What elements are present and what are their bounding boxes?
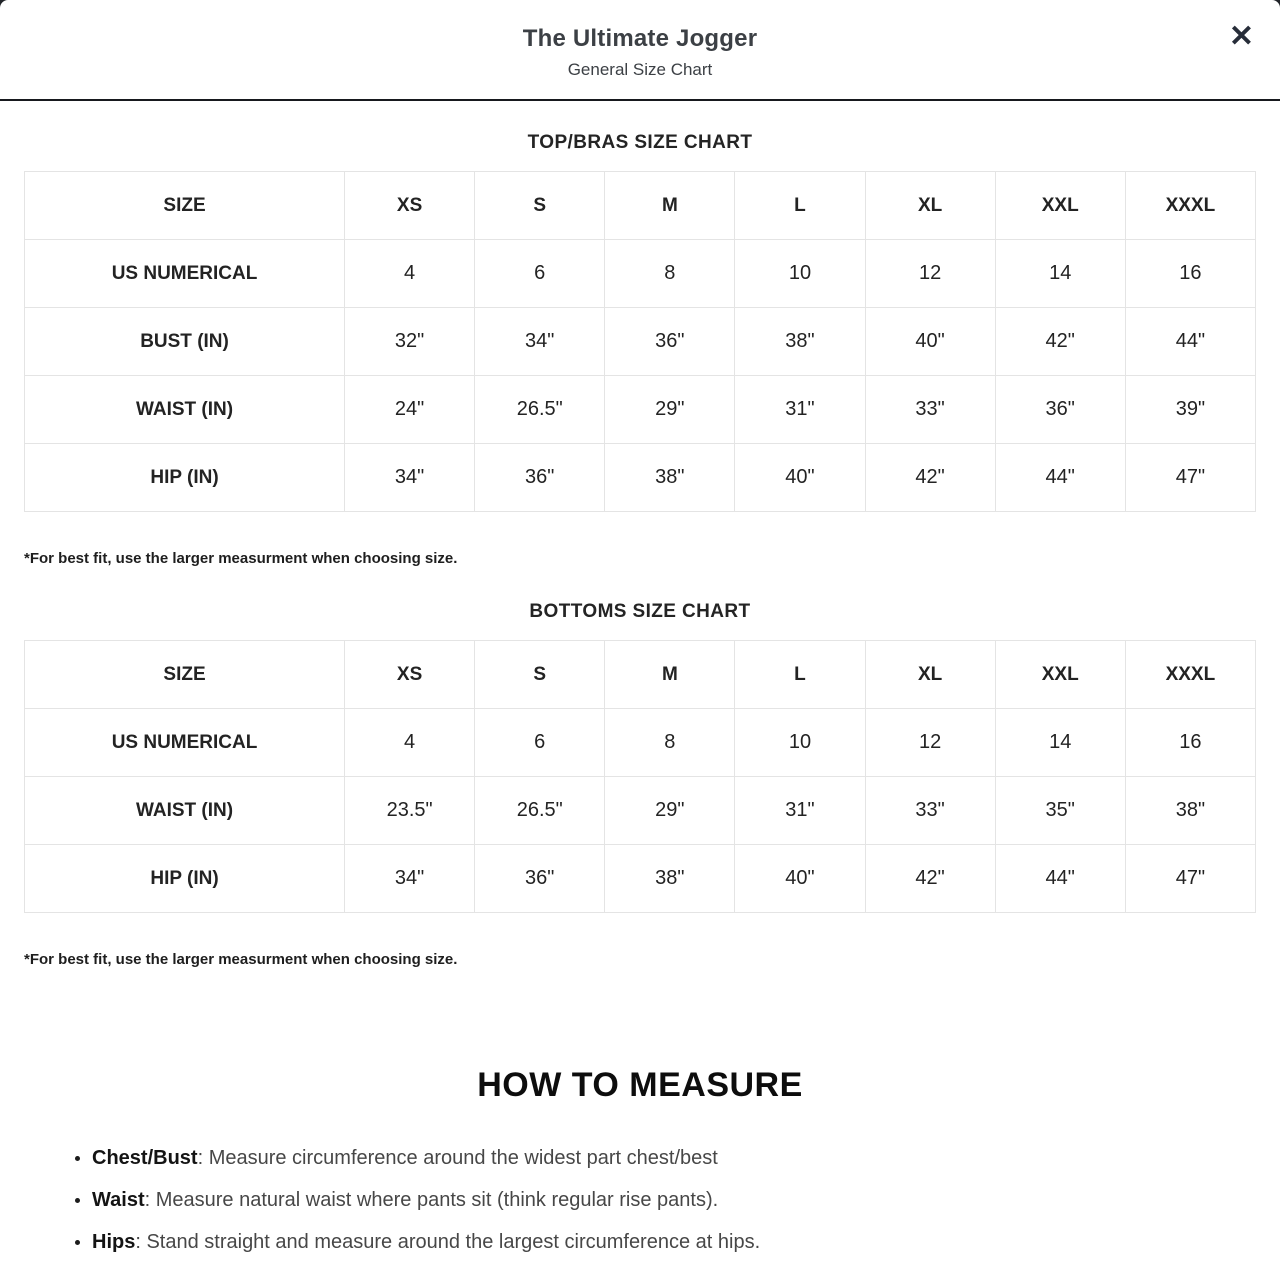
modal-body bbox=[0, 131, 1280, 1255]
size-value-cell: 36" bbox=[995, 376, 1125, 444]
size-value-cell: 47" bbox=[1125, 845, 1255, 913]
fit-footnote-bottom: *For best fit, use the larger measurment when choosing size. bbox=[24, 951, 458, 968]
measure-description: : Stand straight and measure around the largest circumference at hips. bbox=[135, 1231, 761, 1253]
measure-term: Waist bbox=[92, 1189, 145, 1211]
size-value-cell: 42" bbox=[865, 444, 995, 512]
close-icon[interactable]: ✕ bbox=[1225, 18, 1258, 56]
size-value-cell: 12 bbox=[865, 240, 995, 308]
size-value-cell: 8 bbox=[605, 240, 735, 308]
size-value-cell: 10 bbox=[735, 709, 865, 777]
size-column-header: M bbox=[605, 172, 735, 240]
bottoms-section bbox=[0, 600, 1280, 969]
size-column-header: M bbox=[605, 641, 735, 709]
list-item-hips bbox=[92, 1229, 1280, 1255]
size-value-cell: 23.5" bbox=[345, 777, 475, 845]
size-value-cell: 6 bbox=[475, 709, 605, 777]
size-column-header: SIZE bbox=[25, 172, 345, 240]
row-label-cell: US NUMERICAL bbox=[25, 709, 345, 777]
row-label-cell: HIP (IN) bbox=[25, 444, 345, 512]
row-label-cell: US NUMERICAL bbox=[25, 240, 345, 308]
size-value-cell: 36" bbox=[605, 308, 735, 376]
modal-subtitle: General Size Chart bbox=[567, 60, 713, 79]
size-value-cell: 4 bbox=[345, 240, 475, 308]
size-value-cell: 4 bbox=[345, 709, 475, 777]
top-bras-section bbox=[0, 131, 1280, 568]
size-value-cell: 34" bbox=[475, 308, 605, 376]
modal-header bbox=[0, 0, 1280, 101]
how-to-measure-title: HOW TO MEASURE bbox=[477, 1066, 803, 1104]
size-column-header: XL bbox=[865, 172, 995, 240]
size-value-cell: 26.5" bbox=[475, 777, 605, 845]
size-value-cell: 31" bbox=[735, 376, 865, 444]
size-value-cell: 14 bbox=[995, 240, 1125, 308]
size-value-cell: 24" bbox=[345, 376, 475, 444]
table-row bbox=[25, 444, 1256, 512]
bottoms-section-title: BOTTOMS SIZE CHART bbox=[529, 601, 751, 622]
how-to-measure-section bbox=[0, 1065, 1280, 1255]
top-bras-section-title: TOP/BRAS SIZE CHART bbox=[527, 132, 753, 153]
size-value-cell: 8 bbox=[605, 709, 735, 777]
measure-term: Chest/Bust bbox=[92, 1147, 198, 1169]
size-value-cell: 14 bbox=[995, 709, 1125, 777]
measure-description: : Measure natural waist where pants sit (think regular rise pants). bbox=[144, 1189, 719, 1211]
size-value-cell: 42" bbox=[865, 845, 995, 913]
list-item-waist bbox=[92, 1187, 1280, 1213]
size-value-cell: 32" bbox=[345, 308, 475, 376]
size-value-cell: 12 bbox=[865, 709, 995, 777]
size-value-cell: 10 bbox=[735, 240, 865, 308]
table-row bbox=[25, 845, 1256, 913]
size-value-cell: 42" bbox=[995, 308, 1125, 376]
table-row bbox=[25, 240, 1256, 308]
table-row bbox=[25, 709, 1256, 777]
size-value-cell: 36" bbox=[475, 845, 605, 913]
size-value-cell: 39" bbox=[1125, 376, 1255, 444]
size-value-cell: 33" bbox=[865, 376, 995, 444]
table-header-row bbox=[25, 172, 1256, 240]
size-value-cell: 38" bbox=[605, 845, 735, 913]
size-column-header: SIZE bbox=[25, 641, 345, 709]
size-value-cell: 44" bbox=[995, 845, 1125, 913]
size-value-cell: 35" bbox=[995, 777, 1125, 845]
size-column-header: XS bbox=[345, 641, 475, 709]
size-column-header: XXXL bbox=[1125, 641, 1255, 709]
row-label-cell: BUST (IN) bbox=[25, 308, 345, 376]
table-row bbox=[25, 376, 1256, 444]
size-value-cell: 36" bbox=[475, 444, 605, 512]
size-value-cell: 40" bbox=[735, 444, 865, 512]
size-value-cell: 29" bbox=[605, 777, 735, 845]
list-item-chest-bust bbox=[92, 1145, 1280, 1171]
size-column-header: XXL bbox=[995, 172, 1125, 240]
table-row bbox=[25, 308, 1256, 376]
modal-title: The Ultimate Jogger bbox=[522, 25, 758, 52]
measure-term: Hips bbox=[92, 1231, 136, 1253]
size-column-header: XXXL bbox=[1125, 172, 1255, 240]
size-value-cell: 6 bbox=[475, 240, 605, 308]
size-value-cell: 26.5" bbox=[475, 376, 605, 444]
row-label-cell: HIP (IN) bbox=[25, 845, 345, 913]
size-value-cell: 16 bbox=[1125, 709, 1255, 777]
row-label-cell: WAIST (IN) bbox=[25, 376, 345, 444]
size-column-header: XL bbox=[865, 641, 995, 709]
size-value-cell: 38" bbox=[1125, 777, 1255, 845]
size-value-cell: 16 bbox=[1125, 240, 1255, 308]
table-header-row bbox=[25, 641, 1256, 709]
bottoms-size-table bbox=[24, 640, 1256, 913]
size-column-header: L bbox=[735, 641, 865, 709]
size-column-header: S bbox=[475, 641, 605, 709]
size-value-cell: 44" bbox=[1125, 308, 1255, 376]
size-value-cell: 33" bbox=[865, 777, 995, 845]
size-value-cell: 34" bbox=[345, 444, 475, 512]
size-value-cell: 34" bbox=[345, 845, 475, 913]
size-value-cell: 40" bbox=[735, 845, 865, 913]
measure-description: : Measure circumference around the widest part chest/best bbox=[197, 1147, 718, 1169]
size-value-cell: 29" bbox=[605, 376, 735, 444]
top-bras-size-table bbox=[24, 171, 1256, 512]
size-column-header: S bbox=[475, 172, 605, 240]
size-column-header: XS bbox=[345, 172, 475, 240]
size-value-cell: 31" bbox=[735, 777, 865, 845]
table-row bbox=[25, 777, 1256, 845]
size-value-cell: 40" bbox=[865, 308, 995, 376]
size-column-header: L bbox=[735, 172, 865, 240]
size-value-cell: 38" bbox=[735, 308, 865, 376]
row-label-cell: WAIST (IN) bbox=[25, 777, 345, 845]
fit-footnote-top: *For best fit, use the larger measurment when choosing size. bbox=[24, 550, 458, 567]
size-column-header: XXL bbox=[995, 641, 1125, 709]
size-value-cell: 44" bbox=[995, 444, 1125, 512]
size-value-cell: 38" bbox=[605, 444, 735, 512]
size-value-cell: 47" bbox=[1125, 444, 1255, 512]
measure-instructions-list bbox=[0, 1145, 1280, 1255]
